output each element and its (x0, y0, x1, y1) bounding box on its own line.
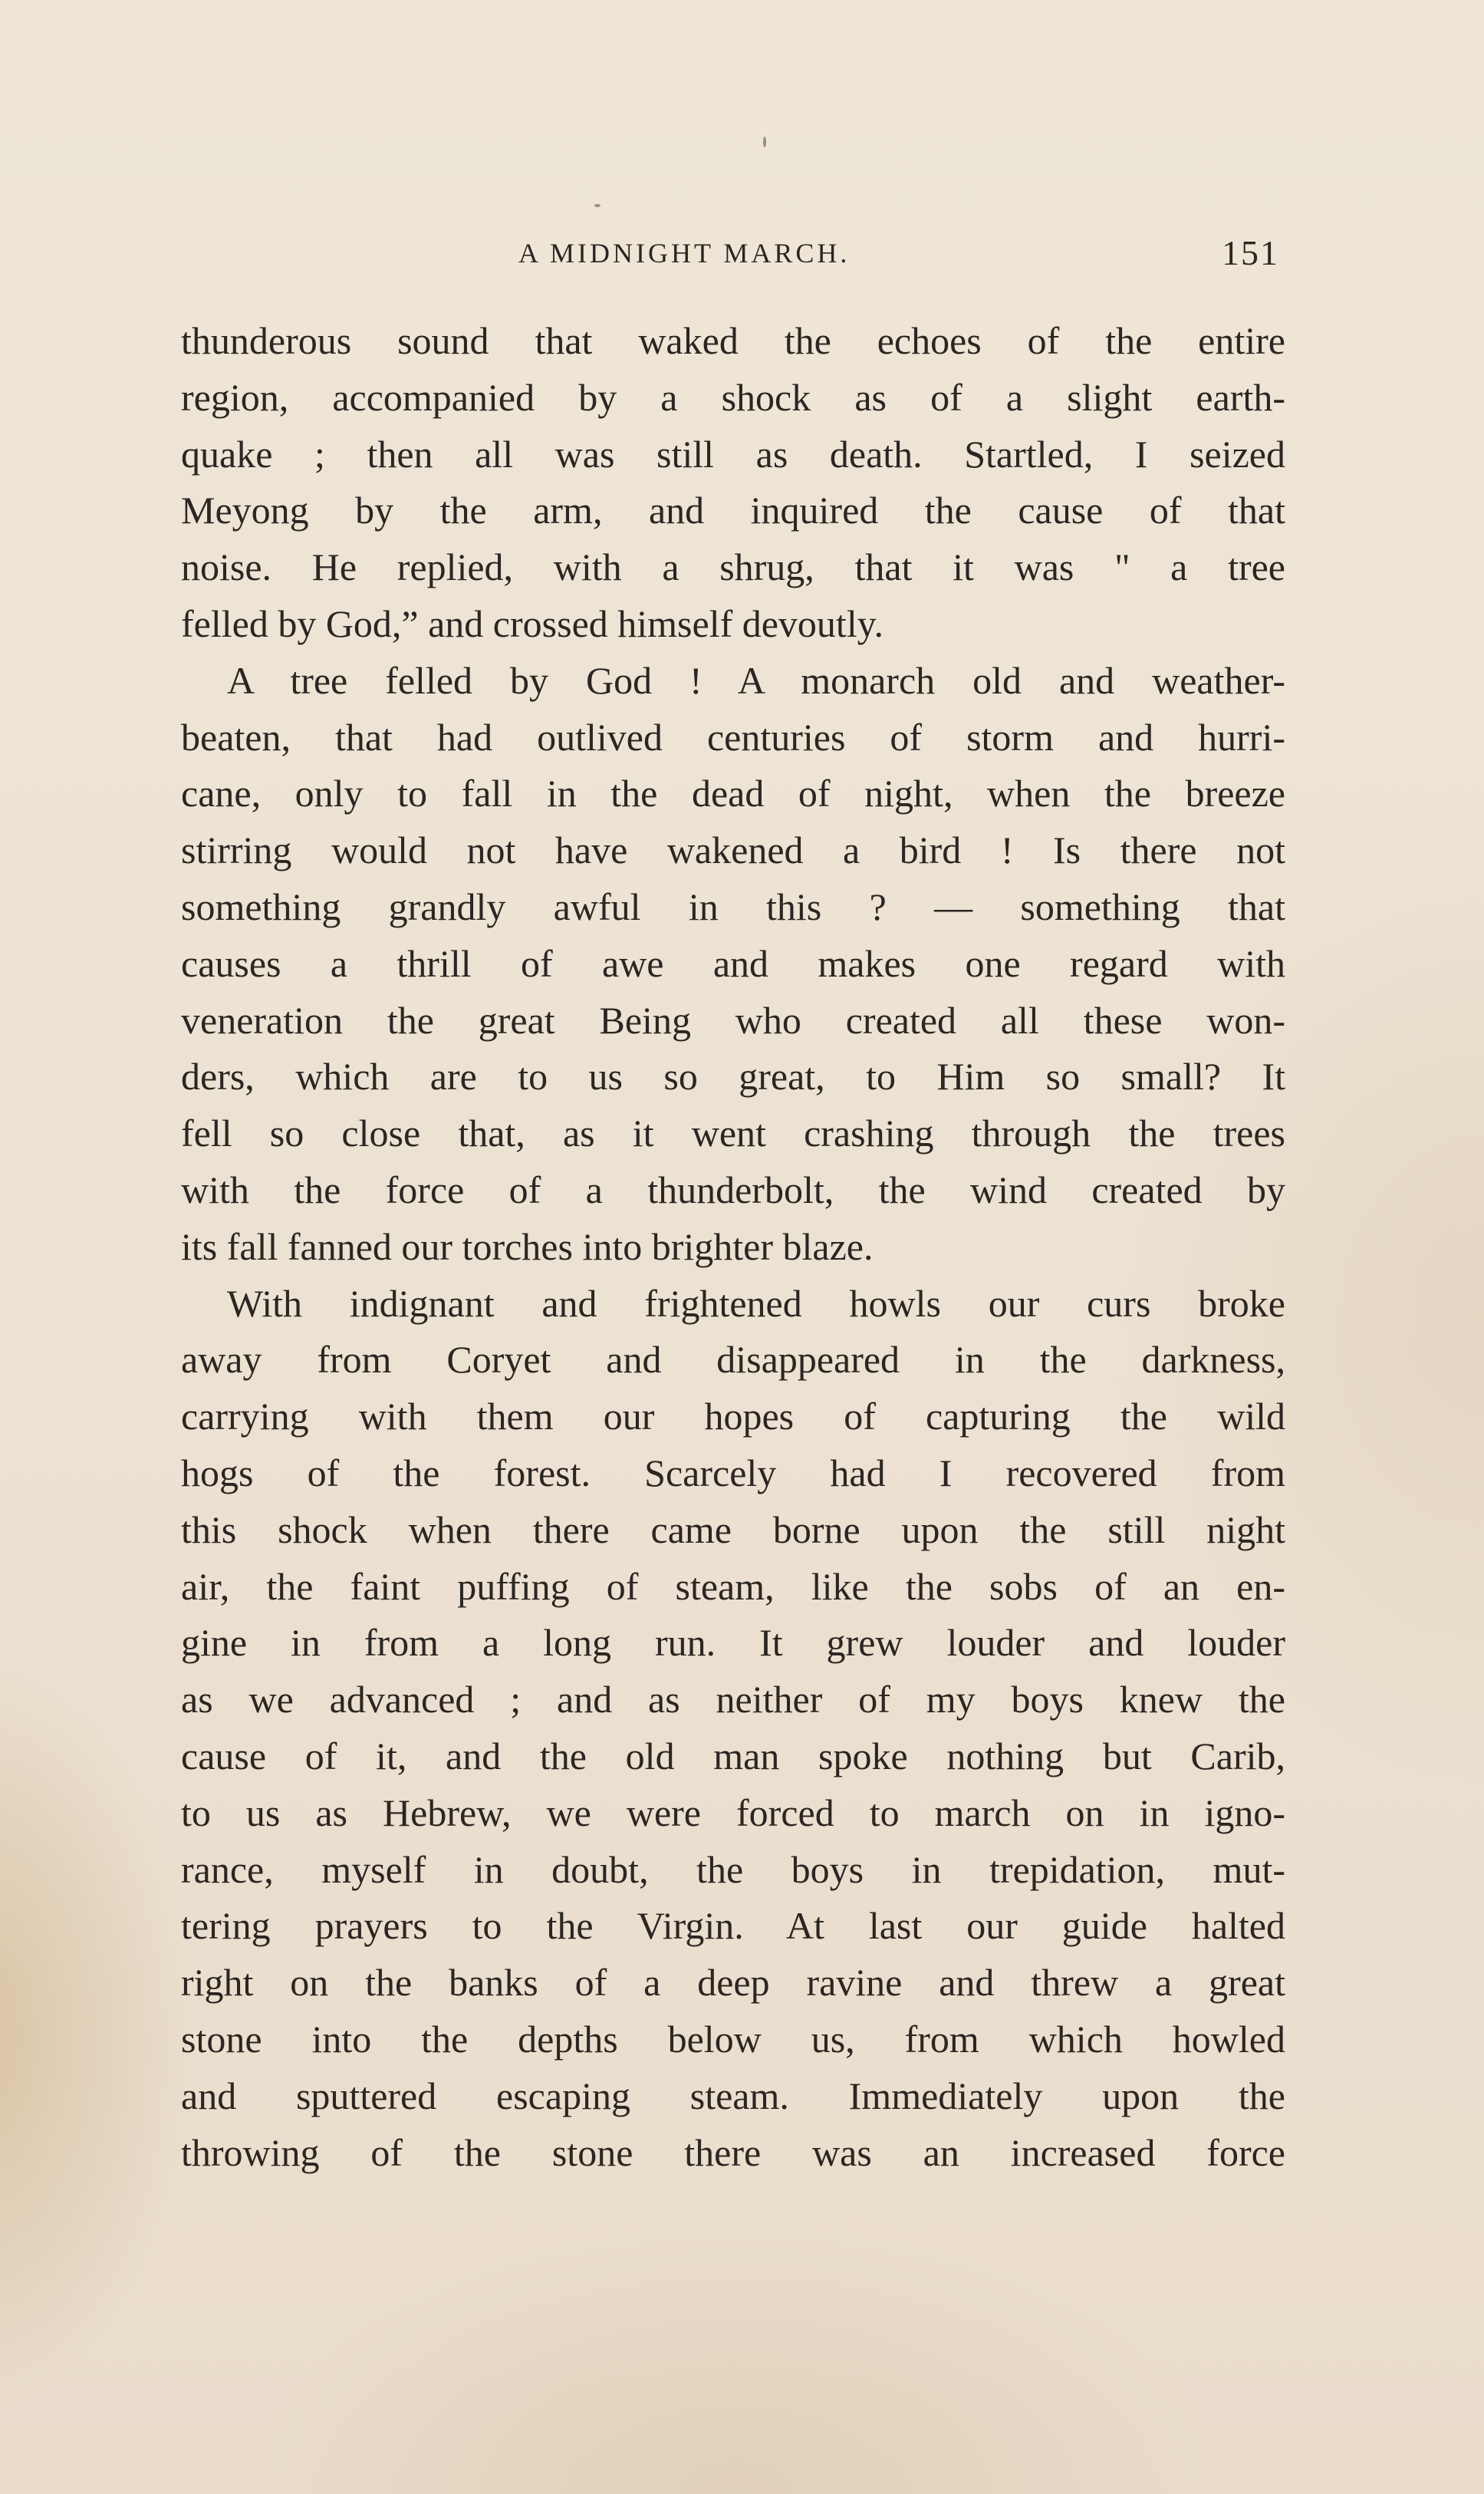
text-line: noise. He replied, with a shrug, that it was " a tree (181, 545, 1285, 589)
text-line: ders, which are to us so great, to Him so small? It (181, 1055, 1285, 1099)
text-line: felled by God,” and crossed himself devoutly. (181, 601, 883, 645)
text-line: throwing of the stone there was an increased force (181, 2130, 1285, 2174)
page-number: 151 (1222, 233, 1279, 272)
text-line: rance, myself in doubt, the boys in trepidation, mut- (181, 1847, 1285, 1891)
text-line: thunderous sound that waked the echoes of the entire (181, 319, 1285, 362)
text-line: with the force of a thunderbolt, the wind created by (181, 1168, 1285, 1211)
text-line: cane, only to fall in the dead of night, when the breeze (181, 772, 1285, 815)
text-line: away from Coryet and disappeared in the darkness, (181, 1338, 1285, 1382)
ink-speck (594, 204, 601, 207)
running-title: A MIDNIGHT MARCH. (518, 238, 851, 269)
text-line: fell so close that, as it went crashing through the trees (181, 1112, 1285, 1155)
text-line: something grandly awful in this ? — something that (181, 885, 1285, 928)
text-line: gine in from a long run. It grew louder and louder (181, 1621, 1285, 1665)
text-line: to us as Hebrew, we were forced to march on in igno- (181, 1791, 1285, 1834)
text-line: quake ; then all was still as death. Startled, I seized (181, 432, 1285, 476)
body-text (181, 313, 1285, 2181)
text-line: its fall fanned our torches into brighter blaze. (181, 1224, 874, 1268)
page-header (181, 230, 1285, 276)
text-line: hogs of the forest. Scarcely had I recovered from (181, 1451, 1285, 1494)
text-line: beaten, that had outlived centuries of storm and hurri- (181, 715, 1285, 759)
text-line: and sputtered escaping steam. Immediately upon the (181, 2074, 1285, 2117)
text-line: tering prayers to the Virgin. At last our guide halted (181, 1904, 1285, 1948)
text-line: this shock when there came borne upon the still night (181, 1507, 1285, 1551)
text-line: causes a thrill of awe and makes one regard with (181, 941, 1285, 985)
text-line: stirring would not have wakened a bird ! Is there not (181, 829, 1285, 872)
text-line: right on the banks of a deep ravine and threw a great (181, 1961, 1285, 2005)
ink-speck (763, 137, 766, 147)
text-line: veneration the great Being who created all these won- (181, 998, 1285, 1042)
text-line: Meyong by the arm, and inquired the cause of that (181, 489, 1285, 532)
text-line: cause of it, and the old man spoke nothing but Carib, (181, 1734, 1285, 1777)
text-line: stone into the depths below us, from which howled (181, 2017, 1285, 2061)
text-line: air, the faint puffing of steam, like the sobs of an en- (181, 1564, 1285, 1608)
text-line: A tree felled by God ! A monarch old and weather- (227, 658, 1285, 702)
text-line: as we advanced ; and as neither of my boys knew the (181, 1678, 1285, 1721)
text-line: With indignant and frightened howls our curs broke (227, 1281, 1285, 1325)
text-line: region, accompanied by a shock as of a slight earth- (181, 375, 1285, 419)
text-line: carrying with them our hopes of capturing the wild (181, 1395, 1285, 1438)
